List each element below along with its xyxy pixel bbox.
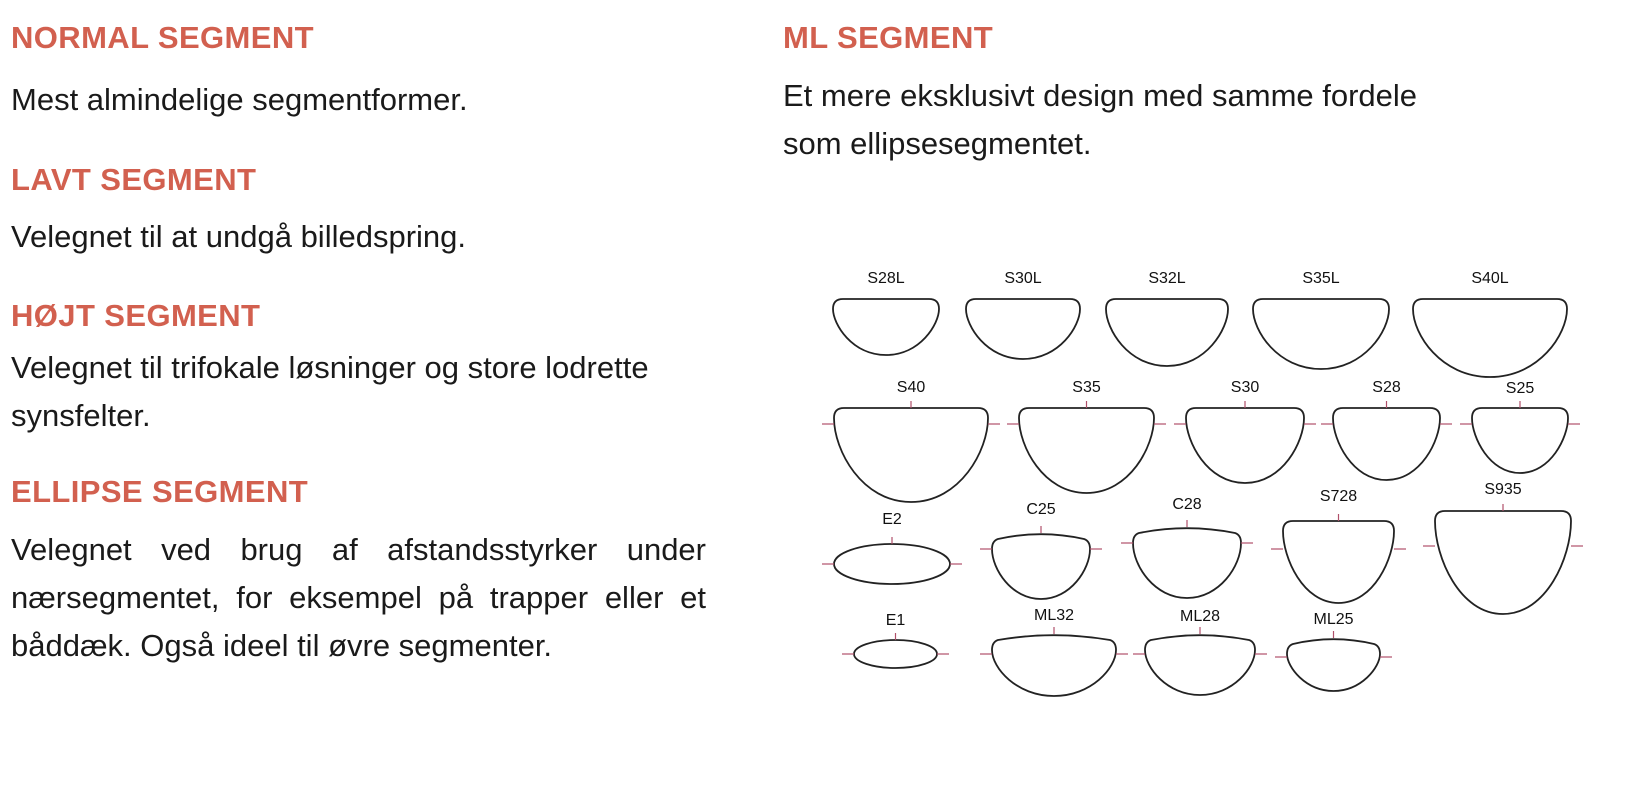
segment-label: ML25 [1313,611,1354,628]
ml-segment-text: Et mere eksklusivt design med samme fordele som ellipsesegmentet. [783,78,1418,161]
segment-label: S28 [1372,379,1401,396]
segment-shape [992,534,1090,599]
lavt-segment-heading: LAVT SEGMENT [11,162,257,197]
hojt-segment-text: Velegnet til trifokale løsninger og store lodrette synsfelter. [11,350,649,433]
segment-shape [1435,511,1571,614]
segment-s935 [1423,481,1583,614]
lavt-segment-text: Velegnet til at undgå billedspring. [11,219,466,254]
segment-label: S728 [1319,488,1358,505]
segment-shape [992,635,1116,696]
segment-label: S32L [1148,270,1186,287]
segment-shape [1472,408,1568,473]
segment-label: S40L [1471,270,1509,287]
segment-label: C28 [1172,496,1202,513]
normal-segment-heading: NORMAL SEGMENT [11,20,314,55]
segment-label: S30L [1004,270,1042,287]
segment-label: S935 [1484,481,1522,498]
segment-label: S40 [896,379,926,396]
segment-shape [1253,299,1389,369]
segment-label: ML32 [1033,607,1075,624]
segment-e2 [822,511,962,584]
segment-ml28 [1133,608,1267,695]
segment-label: E2 [882,511,902,528]
segment-shape [834,408,988,502]
segment-ml32 [980,607,1128,696]
segment-shape [1287,639,1380,691]
segment-label: ML28 [1179,608,1221,625]
segment-s32l [1106,270,1228,366]
segment-shape [834,544,950,584]
hojt-segment-heading: HØJT SEGMENT [11,298,261,333]
segment-s40l [1413,270,1567,377]
segment-shape [1186,408,1304,483]
segment-shape [1145,635,1255,695]
segment-label: E1 [885,612,906,629]
segment-shape [1413,299,1567,377]
segment-shape [1133,528,1241,598]
segment-s28 [1321,379,1452,480]
ellipse-segment-text: Velegnet ved brug af afstandsstyrker under nærsegmentet, for eksempel på trapper eller et båddæk. Også ideel til øvre segmenter. [11,532,706,663]
segment-shape [1283,521,1394,603]
segment-shape [1106,299,1228,366]
segment-s35 [1007,379,1166,493]
segment-label: C25 [1026,501,1056,518]
segment-s30 [1174,379,1316,483]
ml-segment-heading: ML SEGMENT [783,20,994,55]
segment-c25 [980,501,1102,599]
segment-s30l [966,270,1080,359]
ellipse-segment-heading: ELLIPSE SEGMENT [11,474,309,509]
segment-label: S25 [1505,380,1535,397]
segment-s40 [822,379,1000,502]
segment-ml25 [1275,611,1392,691]
segment-shape [1019,408,1154,493]
segment-label: S28L [867,270,905,287]
segment-e1 [842,612,949,668]
segment-label: S35 [1072,379,1101,396]
segment-shape [1333,408,1440,480]
segment-shape [833,299,939,355]
normal-segment-text: Mest almindelige segmentformer. [11,82,468,117]
segment-s728 [1271,488,1406,603]
segment-shape [854,640,937,668]
segment-s25 [1460,380,1580,473]
segment-s35l [1253,270,1389,369]
segment-label: S30 [1230,379,1260,396]
segment-s28l [833,270,939,355]
segment-c28 [1121,496,1253,598]
segment-shape [966,299,1080,359]
segment-label: S35L [1302,270,1340,287]
